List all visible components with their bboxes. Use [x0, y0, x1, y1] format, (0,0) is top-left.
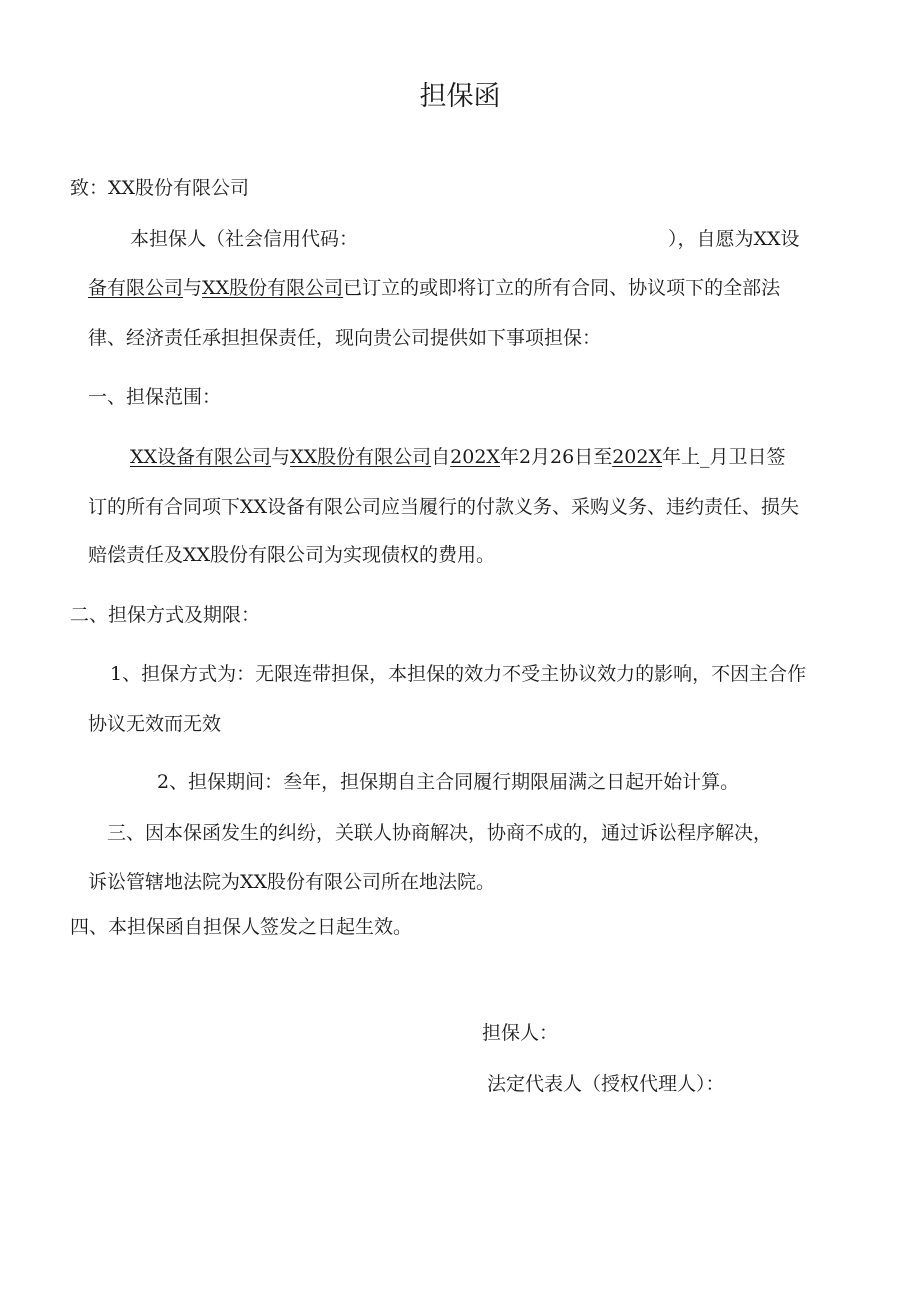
- section-2-heading: 二、担保方式及期限：: [70, 604, 261, 626]
- section-2-item-2: 2、担保期间：叁年，担保期自主合同履行期限届满之日起开始计算。: [157, 771, 740, 793]
- connector-text: 与: [271, 446, 291, 468]
- signature-guarantor: 担保人：: [482, 1022, 559, 1044]
- intro-line-2: [88, 275, 780, 301]
- connector-text: 与: [183, 277, 203, 299]
- addressee: 致：XX股份有限公司: [70, 177, 250, 199]
- section-2-item-1b: 协议无效而无效: [88, 713, 222, 735]
- signature-representative: 法定代表人（授权代理人）：: [487, 1073, 725, 1095]
- intro-line-1b: ），自愿为XX设: [668, 228, 800, 250]
- party-name-underlined: 备有限公司: [88, 277, 184, 299]
- section-4: 四、本担保函自担保人签发之日起生效。: [70, 916, 413, 938]
- party-name-underlined: XX设备有限公司: [130, 446, 272, 468]
- year-underlined: 202X: [612, 446, 663, 468]
- section-1-line-2: 订的所有合同项下XX设备有限公司应当履行的付款义务、采购义务、违约责任、损失: [88, 496, 800, 518]
- intro-text: 已订立的或即将订立的所有合同、协议项下的全部法: [343, 277, 781, 299]
- page-title: 担保函: [419, 81, 501, 112]
- connector-text: 自: [431, 446, 451, 468]
- section-1-line-1: [130, 444, 786, 470]
- intro-line-1a: 本担保人（社会信用代码：: [130, 228, 359, 250]
- section-3-line-1: 三、因本保函发生的纠纷，关联人协商解决，协商不成的，通过诉讼程序解决，: [107, 822, 773, 844]
- date-text: 年上_月卫日签: [662, 446, 786, 468]
- section-1-heading: 一、担保范围：: [88, 386, 222, 408]
- section-3-line-2: 诉讼管辖地法院为XX股份有限公司所在地法院。: [88, 871, 496, 893]
- year-underlined: 202X: [450, 446, 500, 468]
- section-2-item-1a: 1、担保方式为：无限连带担保，本担保的效力不受主协议效力的影响，不因主合作: [110, 663, 807, 685]
- party-name-underlined: XX股份有限公司: [202, 277, 344, 299]
- section-1-line-3: 赔偿责任及XX股份有限公司为实现债权的费用。: [88, 544, 496, 566]
- party-name-underlined: XX股份有限公司: [290, 446, 432, 468]
- intro-line-3: 律、经济责任承担担保责任，现向贵公司提供如下事项担保：: [88, 327, 602, 349]
- date-text: 年2月26日至: [499, 446, 613, 468]
